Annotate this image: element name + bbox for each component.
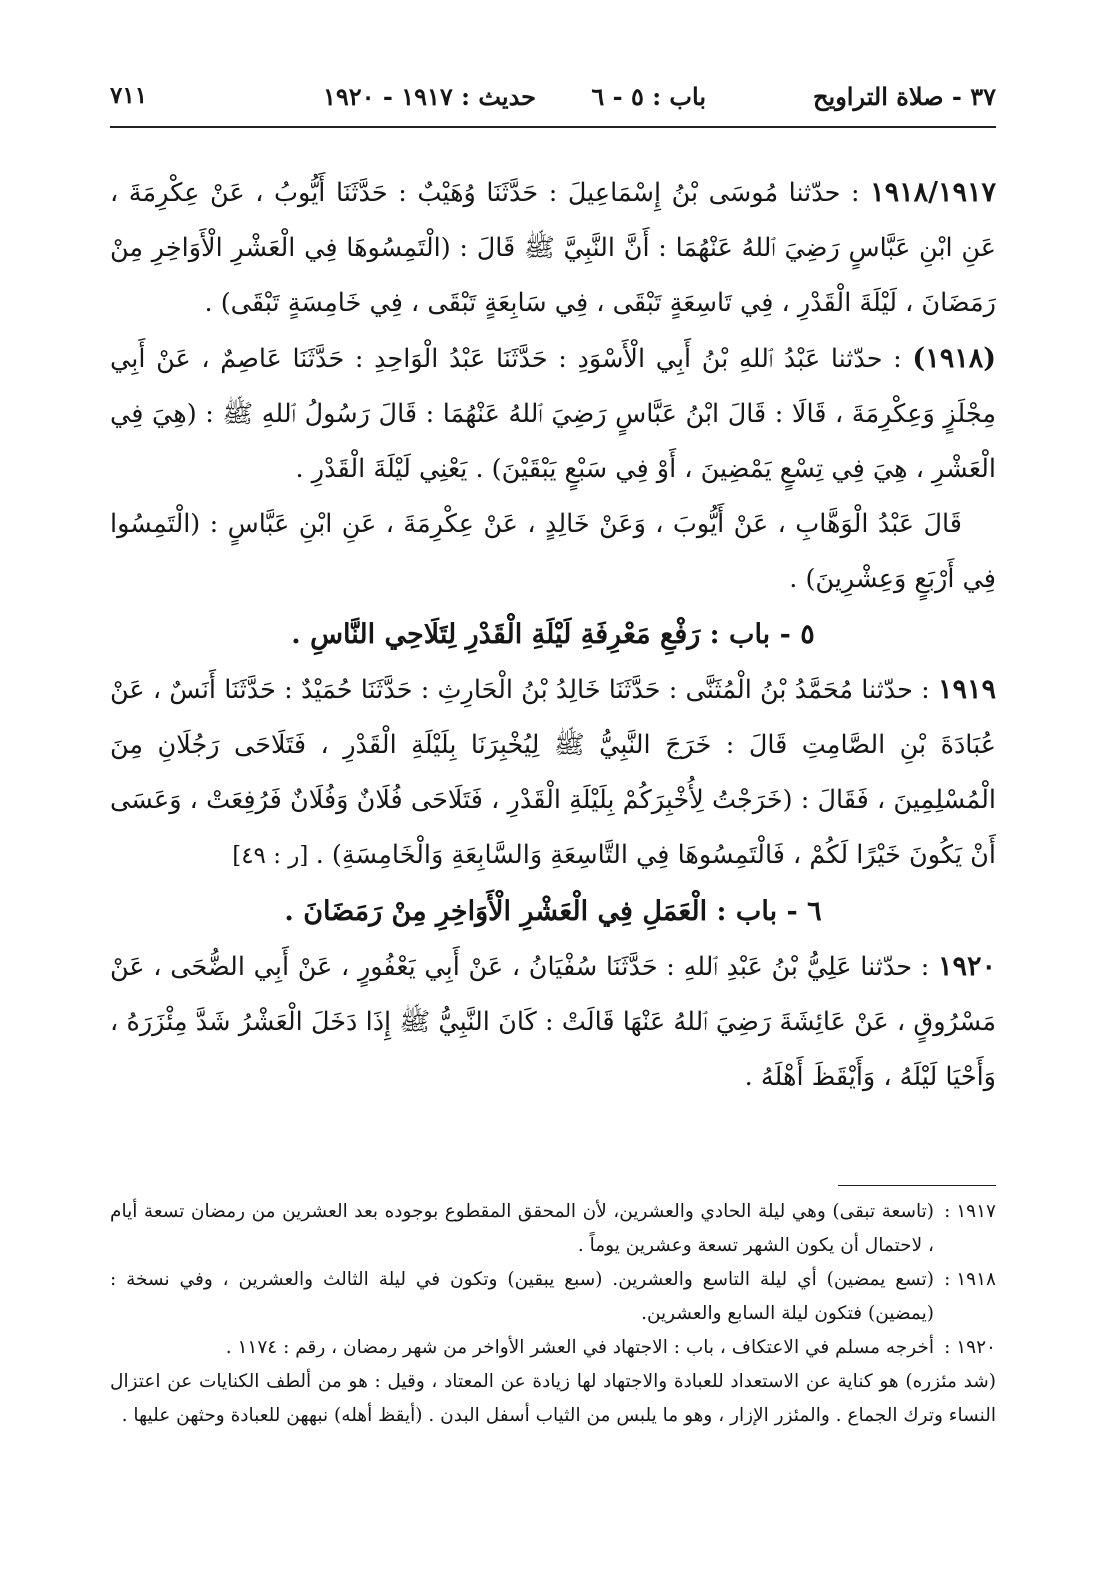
- running-title-bab: باب : ٥ - ٦: [591, 82, 706, 111]
- header-divider: [110, 126, 996, 128]
- cross-reference: [ر : ٤٩]: [232, 843, 316, 869]
- hadith-1920: [110, 939, 996, 1105]
- hadith-text: : حدّثنا عَلِيُّ بْنُ عَبْدِ ٱللهِ : حَدَّثَنَا سُفْيَانُ ، عَنْ أَبِي يَعْفُورٍ ، عَنْ أَبِي الضُّحَى ، عَنْ مَسْرُوقٍ ، عَنْ عَائِشَةَ رَضِيَ ٱللهُ عَنْهَا قَالَتْ : كَانَ النَّبِيُّ ﷺ إِذَا دَخَلَ الْعَشْرُ شَدَّ مِئْزَرَهُ ، وَأَحْيَا لَيْلَهُ ، وَأَيْقَظَ أَهْلَهُ .: [110, 952, 996, 1092]
- hadith-number: ١٩٢٠: [937, 951, 996, 982]
- footnote-number: ١٩١٧ :: [944, 1201, 996, 1222]
- hadith-1918-note: قَالَ عَبْدُ الْوَهَّابِ ، عَنْ أَيُّوبَ ، وَعَنْ خَالِدٍ ، عَنْ عِكْرِمَةَ ، عَنِ ابْنِ عَبَّاسٍ : (الْتَمِسُوا فِي أَرْبَعٍ وَعِشْرِينَ) .: [110, 509, 996, 594]
- hadith-number: ١٩١٨/١٩١٧: [870, 177, 996, 208]
- footnote-1918: [110, 1263, 996, 1331]
- footnote-1920-explanation: (شد مئزره) هو كناية عن الاستعداد للعبادة والاجتهاد لها زيادة عن المعتاد ، وقيل : هو من ألطف الكنايات عن اعتزال النساء وترك الجماع . والمئزر الإزار ، وهو ما يلبس من الثياب أسفل البدن . (أيقظ أهله) نبههن للعبادة وحثهن عليها .: [110, 1371, 996, 1426]
- footnote-number: ١٩٢٠ :: [944, 1337, 996, 1358]
- hadith-text: : حدّثنا عَبْدُ ٱللهِ بْنُ أَبِي الْأَسْوَدِ : حَدَّثَنَا عَبْدُ الْوَاحِدِ : حَدَّثَنَا عَاصِمٌ ، عَنْ أَبِي مِجْلَزٍ وَعِكْرِمَةَ ، قَالَا : قَالَ ابْنُ عَبَّاسٍ رَضِيَ ٱللهُ عَنْهُمَا : قَالَ رَسُولُ ٱللهِ ﷺ : (هِيَ فِي الْعَشْرِ ، هِيَ فِي تِسْعٍ يَمْضِينَ ، أَوْ فِي سَبْعٍ يَبْقَيْنَ) . يَعْنِي لَيْلَةَ الْقَدْرِ .: [110, 344, 996, 484]
- main-text: [110, 165, 996, 1105]
- footnote-text: (تاسعة تبقى) وهي ليلة الحادي والعشرين، لأن المحقق المقطوع بوجوده بعد العشرين من رمضان تسعة أيام ، لاحتمال أن يكون الشهر تسعة وعشرين يوماً .: [110, 1201, 934, 1256]
- hadith-number: (١٩١٨): [912, 343, 996, 374]
- hadith-text: : حدّثنا مُحَمَّدُ بْنُ الْمُثَنَّى : حَدَّثَنَا خَالِدُ بْنُ الْحَارِثِ : حَدَّثَنَا حُمَيْدٌ : حَدَّثَنَا أَنَسٌ ، عَنْ عُبَادَةَ بْنِ الصَّامِتِ قَالَ : خَرَجَ النَّبِيُّ ﷺ لِيُخْبِرَنَا بِلَيْلَةِ الْقَدْرِ ، فَتَلَاحَى رَجُلَانِ مِنَ الْمُسْلِمِينَ ، فَقَالَ : (خَرَجْتُ لِأُخْبِرَكُمْ بِلَيْلَةِ الْقَدْرِ ، فَتَلَاحَى فُلَانٌ وَفُلَانٌ فَرُفِعَتْ ، وَعَسَى أَنْ يَكُونَ خَيْرًا لَكُمْ ، فَالْتَمِسُوهَا فِي التَّاسِعَةِ وَالسَّابِعَةِ وَالْخَامِسَةِ) .: [110, 675, 996, 870]
- footnote-text: أخرجه مسلم في الاعتكاف ، باب : الاجتهاد في العشر الأواخر من شهر رمضان ، رقم : ١١٧٤ .: [225, 1337, 934, 1358]
- footnote-number: ١٩١٨ :: [944, 1269, 996, 1290]
- hadith-number: ١٩١٩: [937, 674, 996, 705]
- footnote-1917: [110, 1195, 996, 1263]
- footnote-divider: [838, 1185, 996, 1186]
- page-header: [110, 82, 996, 122]
- page-number: ٧١١: [110, 82, 148, 109]
- footnotes: [110, 1195, 996, 1433]
- hadith-1919: [110, 662, 996, 884]
- running-title-chapter: ٣٧ - صلاة التراويح: [813, 82, 996, 111]
- chapter-heading-5: ٥ - باب : رَفْعِ مَعْرِفَةِ لَيْلَةِ الْقَدْرِ لِتَلَاحِي النَّاسِ .: [291, 619, 815, 650]
- running-title-hadith-range: حديث : ١٩١٧ - ١٩٢٠: [322, 82, 536, 111]
- footnote-1920: [110, 1331, 996, 1365]
- hadith-1917: [110, 165, 996, 331]
- chapter-heading-6: ٦ - باب : الْعَمَلِ فِي الْعَشْرِ الْأَوَاخِرِ مِنْ رَمَضَانَ .: [284, 896, 822, 927]
- hadith-1918: [110, 331, 996, 497]
- hadith-text: : حدّثنا مُوسَى بْنُ إِسْمَاعِيلَ : حَدَّثَنَا وُهَيْبٌ : حَدَّثَنَا أَيُّوبُ ، عَنْ عِكْرِمَةَ ، عَنِ ابْنِ عَبَّاسٍ رَضِيَ ٱللهُ عَنْهُمَا : أَنَّ النَّبِيَّ ﷺ قَالَ : (الْتَمِسُوهَا فِي الْعَشْرِ الْأَوَاخِرِ مِنْ رَمَضَانَ ، لَيْلَةَ الْقَدْرِ ، فِي تَاسِعَةٍ تَبْقَى ، فِي سَابِعَةٍ تَبْقَى ، فِي خَامِسَةٍ تَبْقَى) .: [110, 178, 996, 318]
- footnote-text: (تسع يمضين) أي ليلة التاسع والعشرين. (سبع يبقين) وتكون في ليلة الثالث والعشرين ، وفي نسخة : (يمضين) فتكون ليلة السابع والعشرين.: [110, 1269, 934, 1324]
